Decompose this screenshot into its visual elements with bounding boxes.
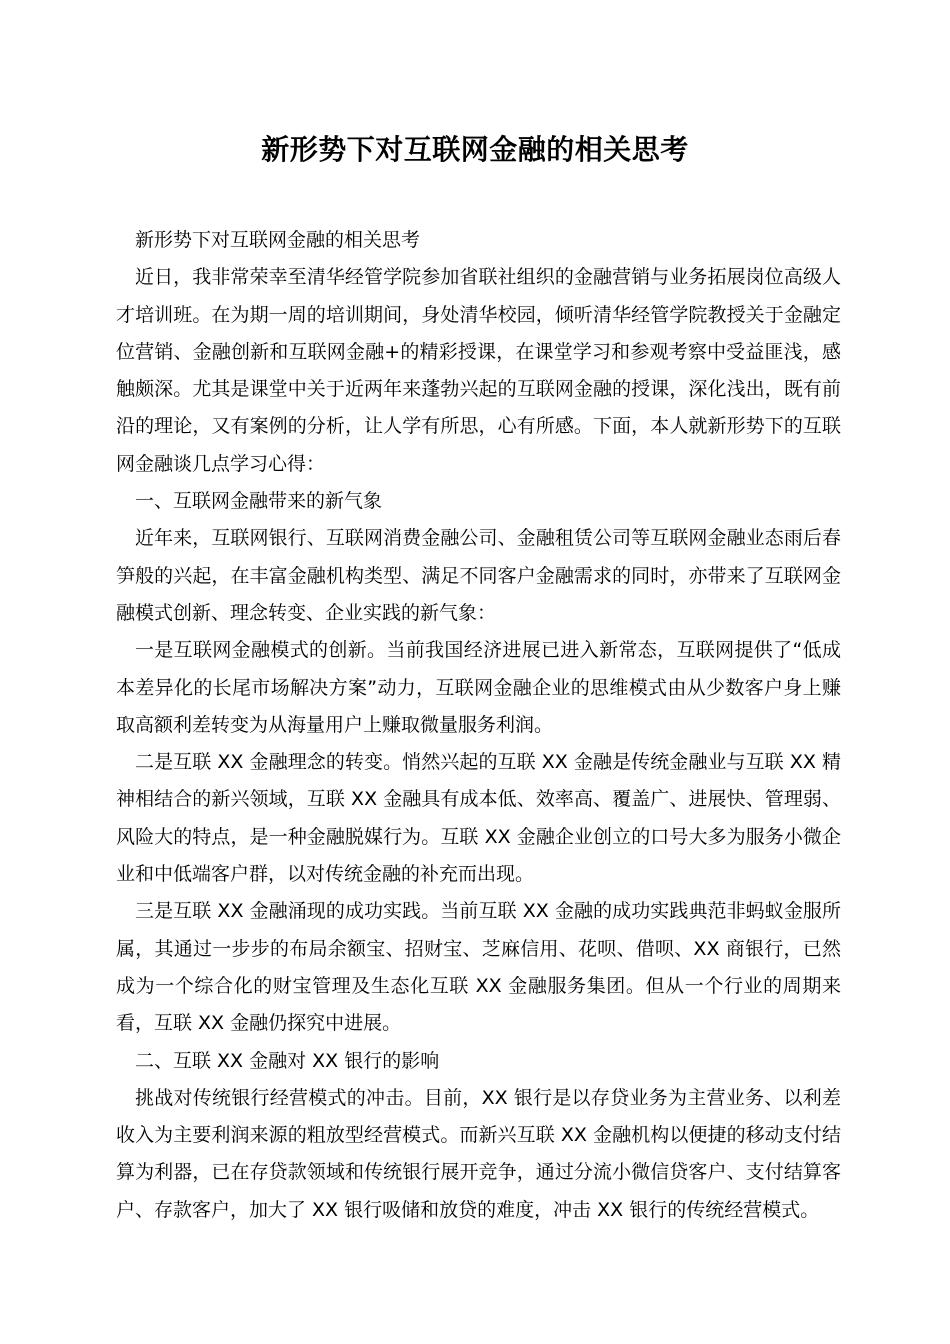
section-heading-2: 二、互联 XX 金融对 XX 银行的影响 [135,1049,440,1072]
body-paragraph: 一是互联网金融模式的创新。当前我国经济进展已进入新常态，互联网提供了“低成本差异化的长尾市场解决方案”动力，互联网金融企业的思维模式由从少数客户身上赚取高额利差转变为从海量用户上赚取微量服务利润。 [116,639,841,736]
body-paragraph: 三是互联 XX 金融涌现的成功实践。当前互联 XX 金融的成功实践典范非蚂蚁金服所属，其通过一步步的布局余额宝、招财宝、芝麻信用、花呗、借呗、XX 商银行，已然成为一个综合化的财宝管理及生态化互联 XX 金融服务集团。但从一个行业的周期来看，互联 XX 金融仍探究中进展。 [116,900,841,1035]
intro-paragraph: 近日，我非常荣幸至清华经管学院参加省联社组织的金融营销与业务拓展岗位高级人才培训班。在为期一周的培训期间，身处清华校园，倾听清华经管学院教授关于金融定位营销、金融创新和互联网金融+的精彩授课，在课堂学习和参观考察中受益匪浅，感触颇深。尤其是课堂中关于近两年来蓬勃兴起的互联网金融的授课，深化浅出，既有前沿的理论，又有案例的分析，让人学有所思，心有所感。下面，本人就新形势下的互联网金融谈几点学习心得： [116,266,841,475]
body-paragraph: 近年来，互联网银行、互联网消费金融公司、金融租赁公司等互联网金融业态雨后春笋般的兴起，在丰富金融机构类型、满足不同客户金融需求的同时，亦带来了互联网金融模式创新、理念转变、企业实践的新气象： [116,527,841,624]
section-heading-1: 一、互联网金融带来的新气象 [135,490,383,513]
subtitle-paragraph: 新形势下对互联网金融的相关思考 [135,229,421,251]
body-paragraph: 挑战对传统银行经营模式的冲击。目前，XX 银行是以存贷业务为主营业务、以利差收入为主要利润来源的粗放型经营模式。而新兴互联 XX 金融机构以便捷的移动支付结算为利器，已在存贷款领域和传统银行展开竞争，通过分流小微信贷客户、支付结算客户、存款客户，加大了 XX 银行吸储和放贷的难度，冲击 XX 银行的传统经营模式。 [116,1086,841,1221]
document-title: 新形势下对互联网金融的相关思考 [261,133,689,166]
body-paragraph: 二是互联 XX 金融理念的转变。悄然兴起的互联 XX 金融是传统金融业与互联 XX 精神相结合的新兴领域，互联 XX 金融具有成本低、效率高、覆盖广、进展快、管理弱、风险大的特点，是一种金融脱媒行为。互联 XX 金融企业创立的口号大多为服务小微企业和中低端客户群，以对传统金融的补充而出现。 [116,751,841,886]
document-body [116,222,841,1229]
